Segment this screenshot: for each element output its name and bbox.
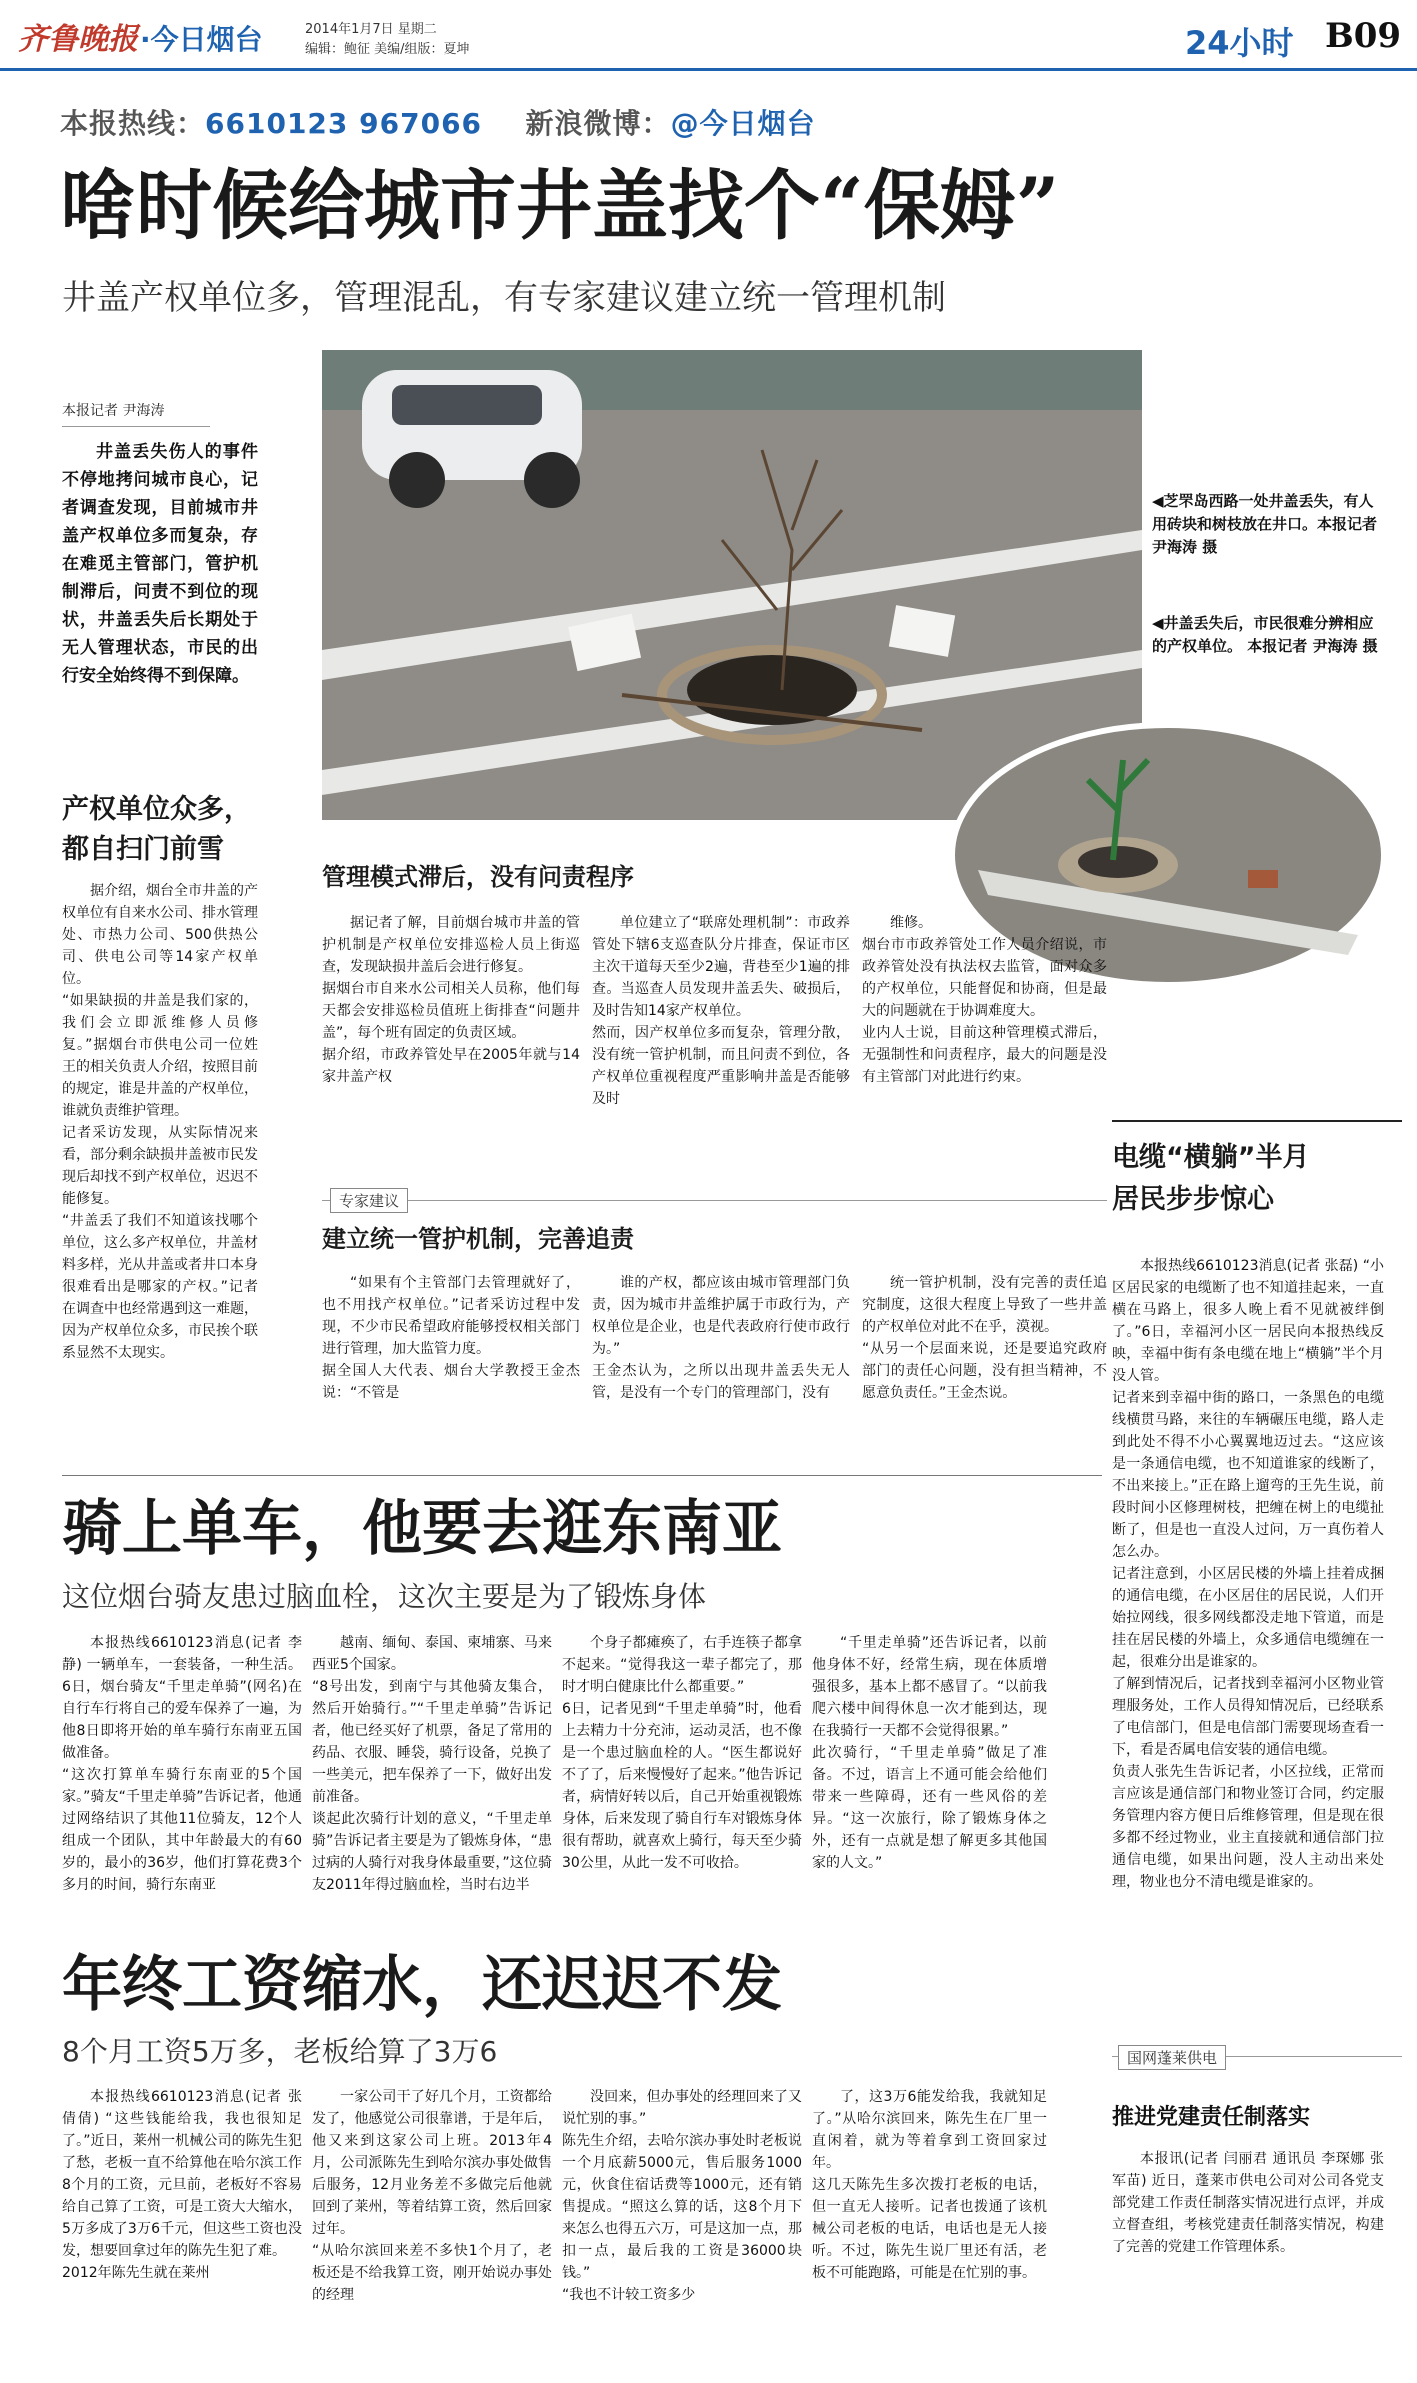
article4-top-rule [1112,1120,1402,1122]
weibo-handle: @今日烟台 [670,107,816,140]
article1-subtitle: 井盖产权单位多，管理混乱，有专家建议建立统一管理机制 [62,278,946,318]
article2-col3: 个身子都瘫痪了，右手连筷子都拿不起来。“觉得我这一辈子都完了，那时才明白健康比什么都重要。” 6日，记者见到“千里走单骑”时，他看上去精力十分充沛，运动灵活，也不像是一个患过脑血栓的人。“医生都说好不了了，后来慢慢好了起来。”他告诉记者，病情好转以后，自己开始重视锻炼身体，后来发现了骑自行车对锻炼身体很有帮助，就喜欢上骑行，每天至少骑30公里，从此一发不可收拾。 [562,1635,802,1871]
article2-top-rule [62,1475,1102,1476]
hotline-numbers: 6610123 967066 [205,107,483,140]
section-label-24h: 24小时 [1185,24,1294,62]
article1-section3-col3: 统一管护机制，没有完善的责任追究制度，这很大程度上导致了一些井盖的产权单位对此不在乎，漠视。 “从另一个层面来说，还是要追究政府部门的责任心问题，没有担当精神，不愿意负责任。”王金杰说。 [862,1275,1107,1401]
article3-col1: 本报热线6610123消息(记者 张倩倩) “这些钱能给我，我也很知足了。”近日，莱州一机械公司的陈先生犯了愁，老板一直不给算他在哈尔滨工作8个月的工资，元旦前，老板好不容易给自己算了工资，可是工资大大缩水，5万多成了3万6千元，但这些工资也没发，想要回拿过年的陈先生犯了难。 2012年陈先生就在莱州 [62,2089,302,2281]
byline-rule [62,426,210,427]
article3-col2: 一家公司干了好几个月，工资都给发了，他感觉公司很靠谱，于是年后，他又来到这家公司上班。2013年4月，公司派陈先生到哈尔滨办事处做售后服务，12月业务差不多做完后他就回到了莱州，等着结算工资，然后回家过年。 “从哈尔滨回来差不多快1个月了，老板还是不给我算工资，刚开始说办事处的经理 [312,2089,552,2303]
article1-section1-title: 产权单位众多，都自扫门前雪 [62,794,251,865]
expert-divider [322,1200,1107,1201]
article1-section3-col1: “如果有个主管部门去管理就好了，也不用找产权单位。”记者采访过程中发现，不少市民希望政府能够授权相关部门进行管理，加大监管力度。 据全国人大代表、烟台大学教授王金杰说：“不管是 [322,1275,580,1401]
photo2-caption: ◀井盖丢失后，市民很难分辨相应的产权单位。 本报记者 尹海涛 摄 [1152,614,1378,655]
photo1-caption: ◀芝罘岛西路一处井盖丢失，有人用砖块和树枝放在井口。本报记者 尹海涛 摄 [1152,492,1378,556]
article1-section2-title: 管理模式滞后，没有问责程序 [322,863,634,891]
article3-subtitle: 8个月工资5万多，老板给算了3万6 [62,2035,498,2068]
section-name: ·今日烟台 [140,23,263,56]
weibo-label: 新浪微博： [525,107,671,140]
article5-text: 本报讯(记者 闫丽君 通讯员 李琛娜 张军苗) 近日，蓬莱市供电公司对公司各党支部党建工作责任制落实情况进行点评，并成立督查组，考核党建责任制落实情况，构建了完善的党建工作管理体系。 [1112,2151,1384,2255]
article1-byline: 本报记者 尹海涛 [62,403,165,419]
article1-section2-col3: 维修。 烟台市市政养管处工作人员介绍说，市政养管处没有执法权去监管，面对众多的产权单位，只能督促和协商，但是最大的问题就在于协调难度大。 业内人士说，目前这种管理模式滞后，无强制性和问责程序，最大的问题是没有主管部门对此进行约束。 [862,915,1107,1085]
article3-col3: 没回来，但办事处的经理回来了又说忙别的事。” 陈先生介绍，去哈尔滨办事处时老板说一个月底薪5000元，售后服务1000元，伙食住宿话费等1000元，还有销售提成。“照这么算的话，这8个月下来怎么也得五六万，可是这加一点，那扣一点，最后我的工资是36000块钱。” “我也不计较工资多少 [562,2089,802,2303]
article2-subtitle: 这位烟台骑友患过脑血栓，这次主要是为了锻炼身体 [62,1580,707,1613]
expert-tag: 专家建议 [330,1188,408,1213]
article1-title: 啥时候给城市井盖找个“保姆” [60,161,1060,250]
article1-section3-title: 建立统一管护机制，完善追责 [322,1225,634,1253]
article1-section3-col2: 谁的产权，都应该由城市管理部门负责，因为城市井盖维护属于市政行为，产权单位是企业，也是代表政府行使市政行为。” 王金杰认为，之所以出现井盖丢失无人管，是没有一个专门的管理部门，没有 [592,1275,850,1401]
article2-col2: 越南、缅甸、泰国、柬埔寨、马来西亚5个国家。 “8号出发，到南宁与其他骑友集合，然后开始骑行。”“千里走单骑”告诉记者，他已经买好了机票，备足了常用的药品、衣服、睡袋，骑行设备，兑换了一些美元，把车保养了一下，做好出发前准备。 谈起此次骑行计划的意义，“千里走单骑”告诉记者主要是为了锻炼身体，“患过病的人骑行对我身体最重要，”这位骑友2011年得过脑血栓，当时右边半 [312,1635,552,1893]
page-code: B09 [1325,16,1402,56]
article1-section2-col2: 单位建立了“联席处理机制”：市政养管处下辖6支巡查队分片排查，保证市区主次干道每天至少2遍，背巷至少1遍的排查。当巡查人员发现井盖丢失、破损后，及时告知14家产权单位。 然而，因产权单位多而复杂，管理分散，没有统一管护机制，而且问责不到位，各产权单位重视程度严重影响井盖是否能够及时 [592,915,850,1107]
article5-tag: 国网蓬莱供电 [1118,2045,1226,2070]
article3-col4: 了，这3万6能发给我，我就知足了。”从哈尔滨回来，陈先生在厂里一直闲着，就为等着拿到工资回家过年。 这几天陈先生多次拨打老板的电话，但一直无人接听。记者也拨通了该机械公司老板的电话，电话也是无人接听。不过，陈先生说厂里还有活，老板不可能跑路，可能是在忙别的事。 [812,2089,1047,2281]
article2-col1: 本报热线6610123消息(记者 李静) 一辆单车，一套装备，一种生活。6日，烟台骑友“千里走单骑”(网名)在自行车行将自己的爱车保养了一遍，为他8日即将开始的单车骑行东南亚五国做准备。 “这次打算单车骑行东南亚的5个国家。”骑友“千里走单骑”告诉记者，他通过网络结识了其他11位骑友，12个人组成一个团队，其中年龄最大的有60岁的，最小的36岁，他们打算花费3个多月的时间，骑行东南亚 [62,1635,302,1893]
article4-title-line2: 居民步步惊心 [1112,1184,1274,1215]
article2-col4: “千里走单骑”还告诉记者，以前他身体不好，经常生病，现在体质增强很多，基本上都不感冒了。“以前我爬六楼中间得休息一次才能到达，现在我骑行一天都不会觉得很累。” 此次骑行，“千里走单骑”做足了准备。不过，语言上不通可能会给他们带来一些障碍，还有一些风俗的差异。“这一次旅行，除了锻炼身体之外，还有一点就是想了解更多其他国家的人文。” [812,1635,1047,1871]
article2-title: 骑上单车，他要去逛东南亚 [62,1494,782,1564]
article5-title: 推进党建责任制落实 [1112,2105,1311,2130]
hotline-label: 本报热线： [60,107,206,140]
article1-lead: 井盖丢失伤人的事件不停地拷问城市良心，记者调查发现，目前城市井盖产权单位多而复杂，存在难觅主管部门，管护机制滞后，问责不到位的现状，井盖丢失后长期处于无人管理状态，市民的出行安全始终得不到保障。 [62,442,258,686]
article1-section1-text: 据介绍，烟台全市井盖的产权单位有自来水公司、排水管理处、市热力公司、500供热公司、供电公司等14家产权单位。 “如果缺损的井盖是我们家的，我们会立即派维修人员修复。”据烟台市供电公司一位姓王的相关负责人介绍，按照目前的规定，谁是井盖的产权单位，谁就负责维护管理。 记者采访发现，从实际情况来看，部分剩余缺损井盖被市民发现后却找不到产权单位，迟迟不能修复。 “井盖丢了我们不知道该找哪个单位，这么多产权单位，井盖材料多样，光从井盖或者井口本身很难看出是哪家的产权。”记者在调查中也经常遇到这一难题，因为产权单位众多，市民挨个联系显然不太现实。 [62,883,258,1361]
issue-date: 2014年1月7日 星期二 [305,22,437,37]
editor-credits: 编辑：鲍征 美编/组版：夏坤 [305,42,470,57]
brand-logo: 齐鲁晚报 [18,22,138,57]
article4-title-line1: 电缆“横躺”半月 [1112,1142,1310,1173]
article3-title: 年终工资缩水，还迟迟不发 [62,1950,782,2020]
article4-text: 本报热线6610123消息(记者 张磊) “小区居民家的电缆断了也不知道挂起来，一直横在马路上，很多人晚上看不见就被绊倒了。”6日，幸福河小区一居民向本报热线反映，幸福中街有条电缆在地上“横躺”半个月没人管。 记者来到幸福中街的路口，一条黑色的电缆线横贯马路，来往的车辆碾压电缆，路人走到此处不得不小心翼翼地迈过去。“这应该是一条通信电缆，也不知道谁家的线断了，不出来接上。”正在路上遛弯的王先生说，前段时间小区修理树枝，把缠在树上的电缆扯断了，但是也一直没人过问，万一真伤着人怎么办。 记者注意到，小区居民楼的外墙上挂着成捆的通信电缆，在小区居住的居民说，人们开始拉网线，很多网线都没走地下管道，而是挂在居民楼的外墙上，众多通信电缆缠在一起，很难分出是谁家的。 了解到情况后，记者找到幸福河小区物业管理服务处，工作人员得知情况后，已经联系了电信部门，但是电信部门需要现场查看一下，看是否属电信安装的通信电缆。 负责人张先生告诉记者，小区拉线，正常而言应该是通信部门和物业签订合同，约定服务管理内容方便日后维修管理，但是现在很多都不经过物业，业主直接就和通信部门拉通信电缆，如果出问题，没人主动出来处理，物业也分不清电缆是谁家的。 [1112,1258,1384,1890]
article1-section2-col1: 据记者了解，目前烟台城市井盖的管护机制是产权单位安排巡检人员上街巡查，发现缺损井盖后会进行修复。 据烟台市自来水公司相关人员称，他们每天都会安排巡检员值班上街排查“问题井盖”，每个班有固定的负责区域。 据介绍，市政养管处早在2005年就与14家井盖产权 [322,915,580,1085]
hotline-bar [60,102,816,142]
masthead-divider [0,68,1417,71]
